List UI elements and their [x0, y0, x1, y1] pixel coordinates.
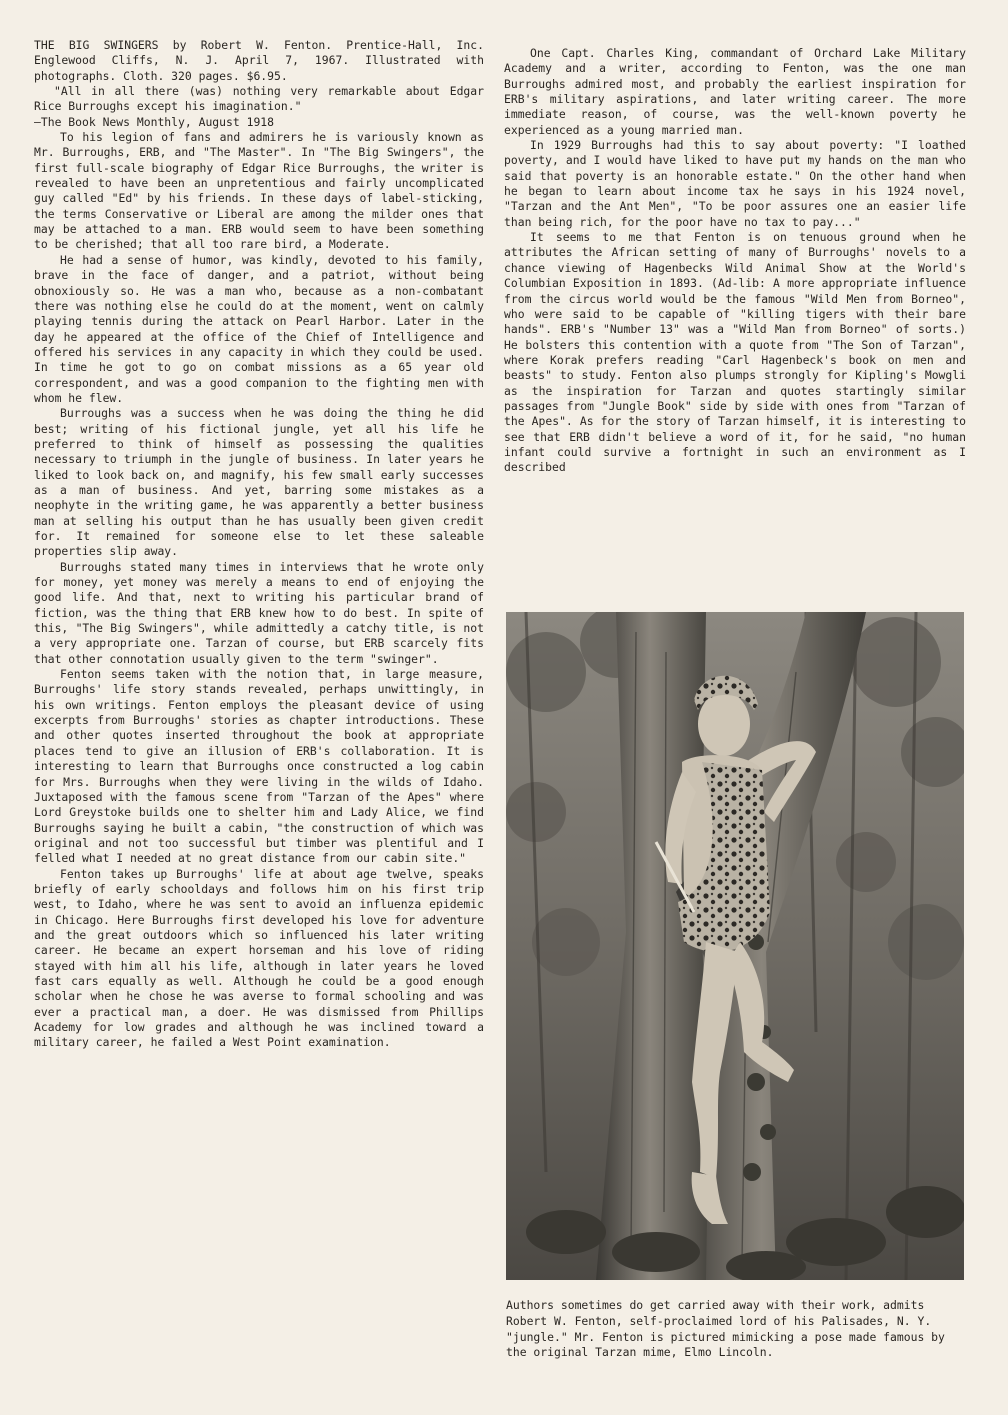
paragraph: Fenton takes up Burroughs' life at about age twelve, speaks briefly of early schooldays and follows him on his first trip west, to Idaho, where he was sent to avoid an influenza epidemic in Chicago. Here Burroughs first developed his love for adventure and the great outdoors which so influenced his later writing career. He became an expert horseman and his love of riding stayed with him all his life, although in later years he loved fast cars equally as well. Although he could be a good enough scholar when he chose he was averse to formal schooling and was ever a practical man, a doer. He was dismissed from Phillips Academy for low grades and although he was inclined toward a military career, he failed a West Point examination. [34, 866, 484, 1050]
photo-illustration [506, 612, 964, 1280]
paragraph: Fenton seems taken with the notion that, in large measure, Burroughs' life story stands revealed, perhaps unwittingly, in his own writings. Fenton employs the pleasant device of using excerpts from Burroughs' stories as chapter introductions. These and other quotes inserted throughout the book at appropriate places tend to give an illusion of ERB's collaboration. It is interesting to learn that Burroughs once constructed a log cabin for Mrs. Burroughs when they were living in the wilds of Idaho. Juxtaposed with the famous scene from "Tarzan of the Apes" where Lord Greystoke builds one to shelter him and Lady Alice, we find Burroughs saying he built a cabin, "the construction of which was original and not too successful but timber was plentiful and I felled what I needed at no great distance from our cabin site." [34, 667, 484, 866]
epigraph-source: —The Book News Monthly, August 1918 [34, 114, 275, 129]
left-column [34, 38, 484, 1051]
right-column [504, 46, 966, 476]
book-citation: THE BIG SWINGERS by Robert W. Fenton. Prentice-Hall, Inc. Englewood Cliffs, N. J. April 7, 1967. Illustrated with photographs. Cloth. 320 pages. $6.95. [34, 38, 484, 83]
paragraph: He had a sense of humor, was kindly, devoted to his family, brave in the face of danger, and a patriot, without being obnoxiously so. He was a man who, because as a non-combatant there was nothing else he could do at the moment, went on calmly playing tennis during the attack on Pearl Harbor. Later in the day he appeared at the office of the Chief of Intelligence and offered his services in any capacity in which they could be used. In time he got to go on combat missions as a 65 year old correspondent, and was a good companion to the fighting men with whom he flew. [34, 252, 484, 405]
tarzan-pose-photo [506, 612, 964, 1280]
epigraph-quote: "All in all there (was) nothing very remarkable about Edgar Rice Burroughs except his imagination." [34, 84, 484, 114]
photo-caption: Authors sometimes do get carried away with their work, admits Robert W. Fenton, self-proclaimed lord of his Palisades, N. Y. "jungle." Mr. Fenton is pictured mimicking a pose made famous by the original Tarzan mime, Elmo Lincoln. [506, 1298, 945, 1360]
paragraph: One Capt. Charles King, commandant of Orchard Lake Military Academy and a writer, according to Fenton, was the one man Burroughs admired most, and probably the earliest inspiration for ERB's military aspirations, and later writing career. The more immediate reason, of course, was the well-known poverty he experienced as a young married man. [504, 46, 966, 137]
paragraph: In 1929 Burroughs had this to say about poverty: "I loathed poverty, and I would have liked to have put my hands on the man who said that poverty is an honorable estate." On the other hand when he began to learn about income tax he says in his 1924 novel, "Tarzan and the Ant Men", "To be poor assures one an easier life than being rich, for the poor have no tax to pay..." [504, 138, 966, 229]
paragraph: To his legion of fans and admirers he is variously known as Mr. Burroughs, ERB, and "The Master". In "The Big Swingers", the first full-scale biography of Edgar Rice Burroughs, the writer is revealed to have been an unpretentious and fairly uncomplicated guy called "Ed" by his friends. In these days of label-sticking, the terms Conservative or Liberal are among the milder ones that may be attached to a man. ERB would seem to have been something to be cherished; that all too rare bird, a Moderate. [34, 130, 484, 252]
paragraph: Burroughs was a success when he was doing the thing he did best; writing of his fictional jungle, yet all his life he preferred to think of himself as possessing the qualities necessary to triumph in the jungle of business. In later years he liked to look back on, and magnify, his few small early successes as a man of business. And yet, barring some mistakes as a neophyte in the writing game, he was apparently a better business man at selling his output than he has usually been given credit for. It remained for someone else to let these saleable properties slip away. [34, 406, 484, 559]
paragraph: Burroughs stated many times in interviews that he wrote only for money, yet money was merely a means to end of enjoying the good life. And that, next to writing his particular brand of fiction, was the thing that ERB knew how to do best. In spite of this, "The Big Swingers", while admittedly a catchy title, is not a very appropriate one. Tarzan of course, but ERB scarcely fits that other connotation usually given to the term "swinger". [34, 559, 484, 666]
paragraph: It seems to me that Fenton is on tenuous ground when he attributes the African setting of many of Burroughs' novels to a chance viewing of Hagenbecks Wild Animal Show at the World's Columbian Exposition in 1893. (Ad-lib: A more appropriate influence from the circus world would be the famous "Wild Men from Borneo", who were said to be capable of "killing tigers with their bare hands". ERB's "Number 13" was a "Wild Man from Borneo" of sorts.) He bolsters this contention with a quote from "The Son of Tarzan", where Korak prefers reading "Carl Hagenbeck's book on men and beasts" to study. Fenton also plumps strongly for Kipling's Mowgli as the inspiration for Tarzan and quotes startingly similar passages from "Jungle Book" side by side with ones from "Tarzan of the Apes". As for the story of Tarzan himself, it is interesting to see that ERB didn't believe a word of it, for he said, "no human infant could survive a fortnight in such an environment as I described [504, 230, 966, 475]
